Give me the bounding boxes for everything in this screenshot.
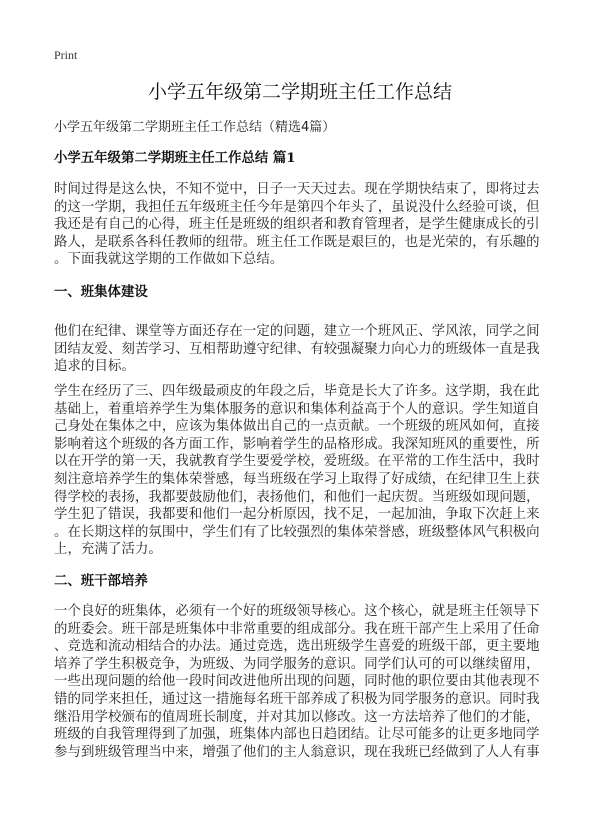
- text-line: 学生犯了错误，我都要和他们一起分析原因，找不足，一起加油，争取下次赶上来: [54, 507, 540, 523]
- text-line: 我还是有自己的心得，班主任是班级的组织者和教育管理者，是学生健康成长的引: [54, 217, 540, 233]
- text-line: 一些出现问题的给他一段时间改进他所出现的问题，同时他的职位要由其他表现不: [54, 674, 540, 690]
- text-line: 得学校的表扬，我都要鼓励他们，表扬他们，和他们一起庆贺。当班级如现问题，: [54, 489, 540, 505]
- text-line: 继沿用学校颁布的值周班长制度，并对其加以修改。这一方法培养了他们的才能，: [54, 709, 540, 725]
- text-line: 、竞选和流动相结合的办法。通过竞选，选出班级学生喜爱的班级干部，更主要地: [54, 639, 540, 655]
- text-line: 。在长期这样的氛围中，学生们有了比较强烈的集体荣誉感，班级整体风气积极向: [54, 524, 540, 540]
- section-heading-1: 一、班集体建设: [54, 284, 148, 300]
- text-line: 影响着这个班级的各方面工作，影响着学生的品格形成。我深知班风的重要性，所: [54, 436, 540, 452]
- paragraph-4: [54, 603, 540, 761]
- article-heading: 小学五年级第二学期班主任工作总结 篇1: [54, 150, 296, 166]
- text-line: 时间过得是这么快，不知不觉中，日子一天天过去。现在学期快结束了，即将过去: [54, 182, 540, 197]
- text-line: 班级的自我管理得到了加强，班集体内部也日趋团结。让尽可能多的让更多地同学: [54, 727, 540, 743]
- text-line: 一个良好的班集体，必须有一个好的班级领导核心。这个核心，就是班主任领导下: [54, 604, 540, 619]
- text-line: 的这一学期，我担任五年级班主任今年是第四个年头了，虽说没什么经验可谈，但: [54, 199, 540, 215]
- text-line: 路人，是联系各科任教师的纽带。班主任工作既是艰巨的，也是光荣的，有乐趣的: [54, 234, 540, 250]
- paragraph-1: [54, 181, 540, 269]
- text-line: 上，充满了活力。: [54, 542, 162, 558]
- paragraph-3: [54, 383, 540, 559]
- text-line: 错的同学来担任，通过这一措施每名班干部养成了积极为同学服务的意识。同时我: [54, 691, 540, 707]
- text-line: 基础上，着重培养学生为集体服务的意识和集体利益高于个人的意识。学生知道自: [54, 401, 540, 417]
- print-link[interactable]: Print: [54, 48, 78, 62]
- page-title: 小学五年级第二学期班主任工作总结: [147, 81, 452, 103]
- text-line: 己身处在集体之中，应该为集体做出自己的一点贡献。一个班级的班风如何，直接: [54, 419, 540, 435]
- text-line: 追求的目标。: [54, 359, 135, 375]
- text-line: 培养了学生积极竞争，为班级、为同学服务的意识。同学们认可的可以继续留用，: [54, 656, 540, 672]
- text-line: 。下面我就这学期的工作做如下总结。: [54, 252, 284, 268]
- text-line: 参与到班级管理当中来，增强了他们的主人翁意识，现在我班已经做到了人人有事: [54, 744, 540, 760]
- section-heading-2: 二、班干部培养: [54, 573, 148, 589]
- subtitle: 小学五年级第二学期班主任工作总结（精选4篇）: [54, 120, 336, 135]
- paragraph-2: [54, 323, 540, 376]
- text-line: 以在开学的第一天，我就教育学生要爱学校，爱班级。在平常的工作生活中，我时: [54, 454, 540, 470]
- text-line: 学生在经历了三、四年级最顽皮的年段之后，毕竟是长大了许多。这学期，我在此: [54, 384, 540, 399]
- text-line: 团结友爱、刻苦学习、互相帮助遵守纪律、有较强凝聚力向心力的班级体一直是我: [54, 341, 540, 357]
- text-line: 刻注意培养学生的集体荣誉感，每当班级在学习上取得了好成绩，在纪律卫生上获: [54, 471, 540, 487]
- text-line: 的班委会。班干部是班集体中非常重要的组成部分。我在班干部产生上采用了任命: [54, 621, 540, 637]
- text-line: 他们在纪律、课堂等方面还存在一定的问题，建立一个班风正、学风浓，同学之间: [54, 324, 540, 339]
